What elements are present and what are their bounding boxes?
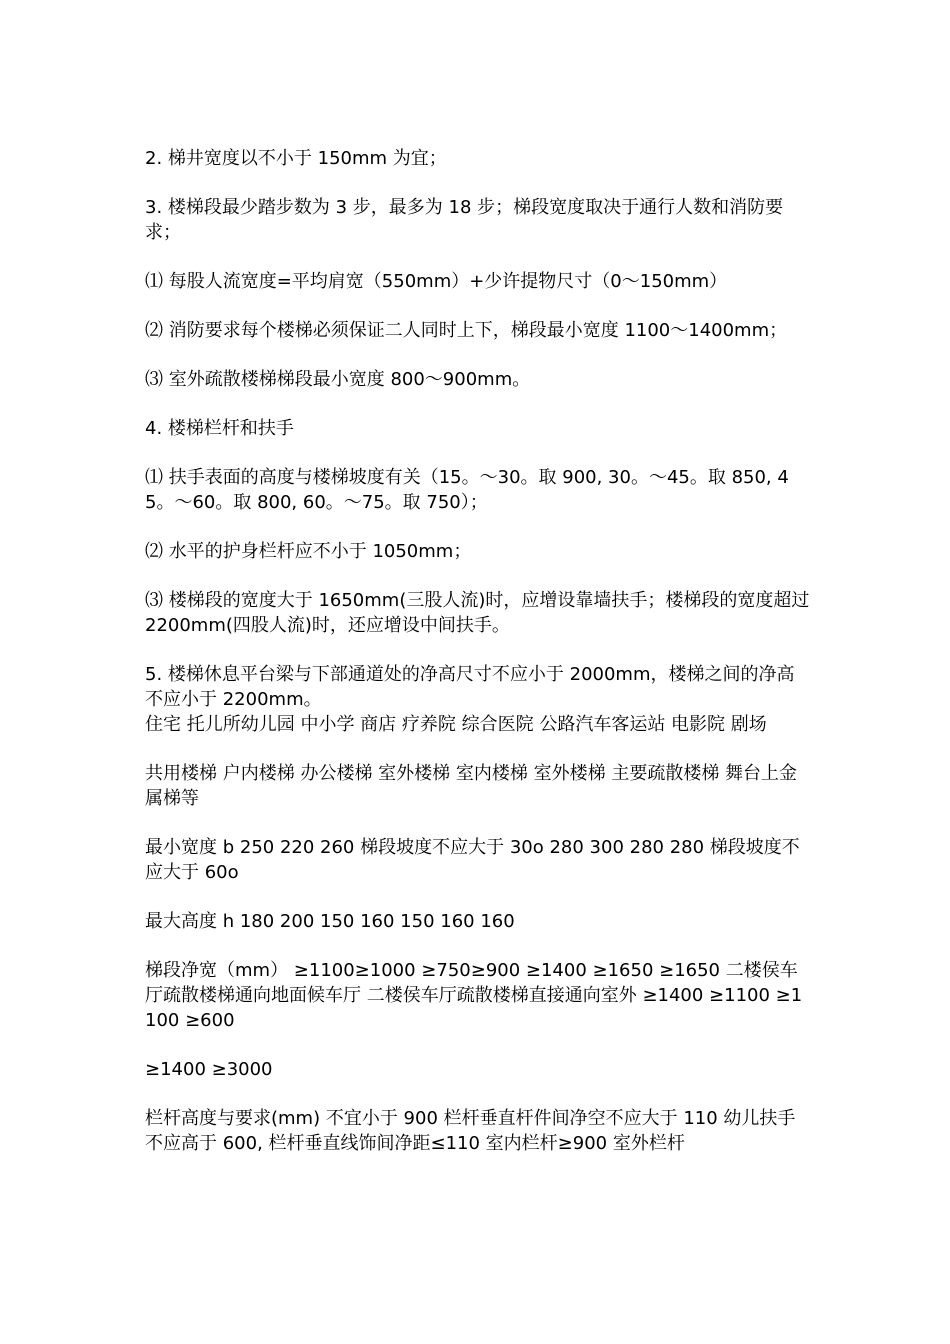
paragraph-sub-1: ⑴ 每股人流宽度=平均肩宽（550mm）+少许提物尺寸（0～150mm） bbox=[145, 271, 728, 292]
paragraph-net-width: 梯段净宽（mm） ≥1100≥1000 ≥750≥900 ≥1400 ≥1650 ≥1650 二楼侯车厅疏散楼梯通向地面候车厅 二楼侯车厅疏散楼梯直接通向室外 ≥1400 ≥1100 ≥1100 ≥600 bbox=[145, 960, 803, 1031]
paragraph-stair-types: 共用楼梯 户内楼梯 办公楼梯 室外楼梯 室内楼梯 室外楼梯 主要疏散楼梯 舞台上金属梯等 bbox=[145, 763, 798, 809]
paragraph-max-height: 最大高度 h 180 200 150 160 150 160 160 bbox=[145, 911, 515, 932]
paragraph-sub-2: ⑵ 消防要求每个楼梯必须保证二人同时上下，梯段最小宽度 1100～1400mm； bbox=[145, 320, 788, 341]
paragraph-min-width: 最小宽度 b 250 220 260 梯段坡度不应大于 30o 280 300 280 280 梯段坡度不应大于 60o bbox=[145, 837, 800, 883]
paragraph-item-2: 2. 梯井宽度以不小于 150mm 为宜； bbox=[145, 148, 447, 169]
paragraph-building-types: 住宅 托儿所幼儿园 中小学 商店 疗养院 综合医院 公路汽车客运站 电影院 剧场 bbox=[145, 714, 767, 735]
paragraph-railing-height: 栏杆高度与要求(mm) 不宜小于 900 栏杆垂直杆件间净空不应大于 110 幼儿扶手不应高于 600, 栏杆垂直线饰间净距≤110 室内栏杆≥900 室外栏杆 bbox=[145, 1108, 796, 1154]
paragraph-extra-width: ≥1400 ≥3000 bbox=[145, 1059, 273, 1080]
paragraph-handrail-3: ⑶ 楼梯段的宽度大于 1650mm(三股人流)时，应增设靠墙扶手；楼梯段的宽度超过 2200mm(四股人流)时，还应增设中间扶手。 bbox=[145, 590, 810, 636]
paragraph-item-4: 4. 楼梯栏杆和扶手 bbox=[145, 418, 294, 439]
paragraph-item-3: 3. 楼梯段最少踏步数为 3 步，最多为 18 步；梯段宽度取决于通行人数和消防要求； bbox=[145, 197, 784, 243]
paragraph-handrail-2: ⑵ 水平的护身栏杆应不小于 1050mm； bbox=[145, 541, 472, 562]
paragraph-item-5: 5. 楼梯休息平台梁与下部通道处的净高尺寸不应小于 2000mm，楼梯之间的净高不应小于 2200mm。 bbox=[145, 664, 795, 710]
paragraph-sub-3: ⑶ 室外疏散楼梯梯段最小宽度 800～900mm。 bbox=[145, 369, 531, 390]
document-body bbox=[145, 146, 810, 1156]
paragraph-handrail-1: ⑴ 扶手表面的高度与楼梯坡度有关（15。～30。取 900, 30。～45。取 850, 45。～60。取 800, 60。～75。取 750）； bbox=[145, 467, 789, 513]
